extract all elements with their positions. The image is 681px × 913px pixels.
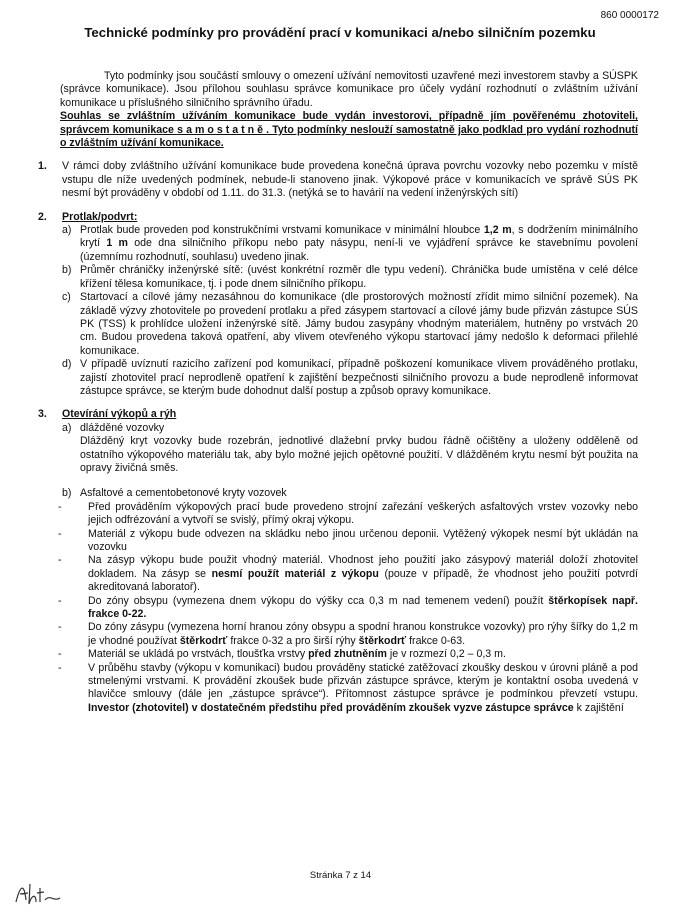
list-item: - Do zóny zásypu (vymezena horní hranou zóny obsypu a spodní hranou konstrukce vozovky) pro rýhy šířky do 1,2 m je vhodné používat štěrkodrť frakce 0-32 a pro širší rýhy štěrkodrť frakce 0-63.: [58, 621, 638, 647]
section-3-title: Otevírání výkopů a rýh: [62, 408, 177, 421]
list-item: - Materiál se ukládá po vrstvách, tloušťka vrstvy před zhutněním je v rozmezí 0,2 – 0,3 m.: [58, 648, 506, 661]
section-3b-letter: b): [62, 487, 72, 500]
section-2c-text: Startovací a cílové jámy nezasáhnou do komunikace (dle prostorových možností zřídit mimo silniční pozemek). Na základě výzvy zhotovitele po provedení protlaku a před zásypem startovací a cílové jámy bude přizván zástupce SÚS PK (TSS) k prohlídce uložení inženýrské sítě. Jámy budou zasypány vhodným materiálem, hutněny po vrstvách 20 cm. Budou provedena taková opatření, aby vlivem otevřeného výkopu startovací jámy nedošlo k deformaci přilehlé komunikace.: [80, 291, 638, 357]
section-1-number: 1.: [38, 160, 47, 173]
intro-paragraph: Tyto podmínky jsou součástí smlouvy o omezení užívání nemovitosti uzavřené mezi investorem stavby a SÚSPK (správce komunikace). Jsou přílohou souhlasu správce komunikace pro účely vydání rozhodnutí o zvláštním užívání komunikace u příslušného silničního správního úřadu.: [60, 70, 638, 109]
s2a-bold2: 1 m: [106, 237, 128, 250]
section-3a-title: dlážděné vozovky: [80, 421, 165, 434]
page-footer: Stránka 7 z 14: [309, 870, 372, 881]
section-2b: [62, 264, 638, 291]
intro-bold-spaced: samostatně: [177, 123, 267, 136]
signature: [14, 880, 64, 913]
section-3-number: 3.: [38, 408, 47, 421]
section-2-number: 2.: [38, 210, 47, 223]
section-2b-letter: b): [62, 264, 72, 277]
document-body: [38, 70, 639, 715]
section-2d-text: V případě uvíznutí razicího zařízení pod komunikací, případně poškození komunikace vlivem prováděného protlaku, zajistí zhotovitel prací neprodleně opatření k zajištění bezpečnosti silničního provozu a bude neprodleně informovat zástupce správce, se kterým bude dohodnut další postup a způsob opravy komunikace.: [80, 358, 638, 397]
s2a-bold1: 1,2 m: [483, 224, 512, 237]
section-1: [38, 160, 638, 200]
s2a-part1: Protlak bude proveden pod konstrukčními vrstvami komunikace v minimální hloubce: [80, 224, 481, 237]
section-2d-letter: d): [62, 358, 72, 371]
section-2-title: Protlak/podvrt:: [62, 210, 138, 223]
s2a-part2: , s dodržením minimálního krytí: [80, 224, 639, 250]
list-item: - V průběhu stavby (výkopu v komunikaci) budou prováděny statické zatěžovací zkoušky deskou v úrovni pláně a pod stmelenými vrstvami. K provádění zkoušek bude přizván zástupce správce, kterým je kontaktní osoba uvedená v hlavičce smlouvy (dále jen „zástupce správce“). Přítomnost zástupce správce je podmínkou převzetí vstupu. Investor (zhotovitel) v dostatečném předstihu před prováděním zkoušek vyzve zástupce správce k zajištění: [58, 661, 638, 714]
section-2d: [62, 358, 638, 398]
section-2c-letter: c): [62, 291, 71, 304]
s2a-part3: ode dna silničního příkopu nebo paty násypu, není-li ve vyjádření správce ke stavebnímu povolení (územnímu rozhodnutí, souhlasu) uvedeno jinak.: [80, 237, 638, 263]
section-3a: [62, 422, 638, 476]
section-2a: [62, 224, 638, 264]
section-3b: [62, 487, 638, 500]
section-2a-letter: a): [62, 224, 72, 237]
list-item: - Do zóny obsypu (vymezena dnem výkopu do výšky cca 0,3 m nad temenem vedení) použít štěrkopísek např. frakce 0-22.: [58, 594, 638, 621]
section-3: [38, 408, 638, 500]
section-2a-text: [80, 224, 638, 264]
section-2b-text: Průměr chráničky inženýrské sítě: (uvést konkrétní rozměr dle typu vedení). Chránička bude umístěna v celé délce křížení tělesa komunikace, tj. i pode dnem silničního příkopu.: [80, 264, 638, 290]
intro-bold-a: Souhlas se zvláštním užíváním komunikace bude vydán investorovi, případně jím pověřenému zhotoviteli, správcem komunikace: [60, 110, 638, 136]
document-number: 860 0000172: [600, 10, 659, 21]
intro-bold-paragraph: [60, 110, 638, 150]
section-2c: [62, 291, 638, 358]
list-item: - Před prováděním výkopových prací bude provedeno strojní zařezání veškerých asfaltových vrstev vozovky nebo jejich odfrézování a vytvoří se svislý, přímý okraj výkopu.: [58, 500, 638, 527]
section-3a-letter: a): [62, 421, 72, 434]
page-title: Technické podmínky pro provádění prací v komunikaci a/nebo silničním pozemku: [84, 25, 596, 40]
section-1-text: V rámci doby zvláštního užívání komunikace bude provedena konečná úprava povrchu vozovky nebo pozemku v místě vstupu dle níže uvedených podmínek, nebude-li stanoveno jinak. Výkopové práce v komunikacích ve správě SÚS PK nesmí být prováděny v období od 1.11. do 31.3. (netýká se to havárií na vedení inženýrských sítí): [62, 160, 638, 200]
section-2: [38, 210, 639, 399]
section-3a-text: Dlážděný kryt vozovky bude rozebrán, jednotlivé dlažební prvky budou řádně očištěny a uloženy odděleně od ostatního výkopového materiálu tak, aby bylo možné jejich opětovné použití. V dlážděném krytu nesmí být použita na opravy živičná směs.: [80, 435, 638, 474]
list-item: - Na zásyp výkopu bude použit vhodný materiál. Vhodnost jeho použití jako zásypový materiál doloží zhotovitel dokladem. Na zásyp se nesmí použít materiál z výkopu (pouze v případě, že vhodnost jeho použití potvrdí akreditovaná laboratoř).: [58, 554, 638, 594]
list-item: - Materiál z výkopu bude odvezen na skládku nebo jinou určenou deponii. Vytěžený výkopek nesmí být ukládán na vozovku: [58, 527, 638, 553]
dash-list: [58, 501, 638, 716]
intro-bold-b: . Tyto podmínky neslouží samostatně jako podklad pro vydání rozhodnutí o zvláštním užívání komunikace.: [60, 123, 639, 150]
section-3b-title: Asfaltové a cementobetonové kryty vozovek: [80, 487, 287, 500]
